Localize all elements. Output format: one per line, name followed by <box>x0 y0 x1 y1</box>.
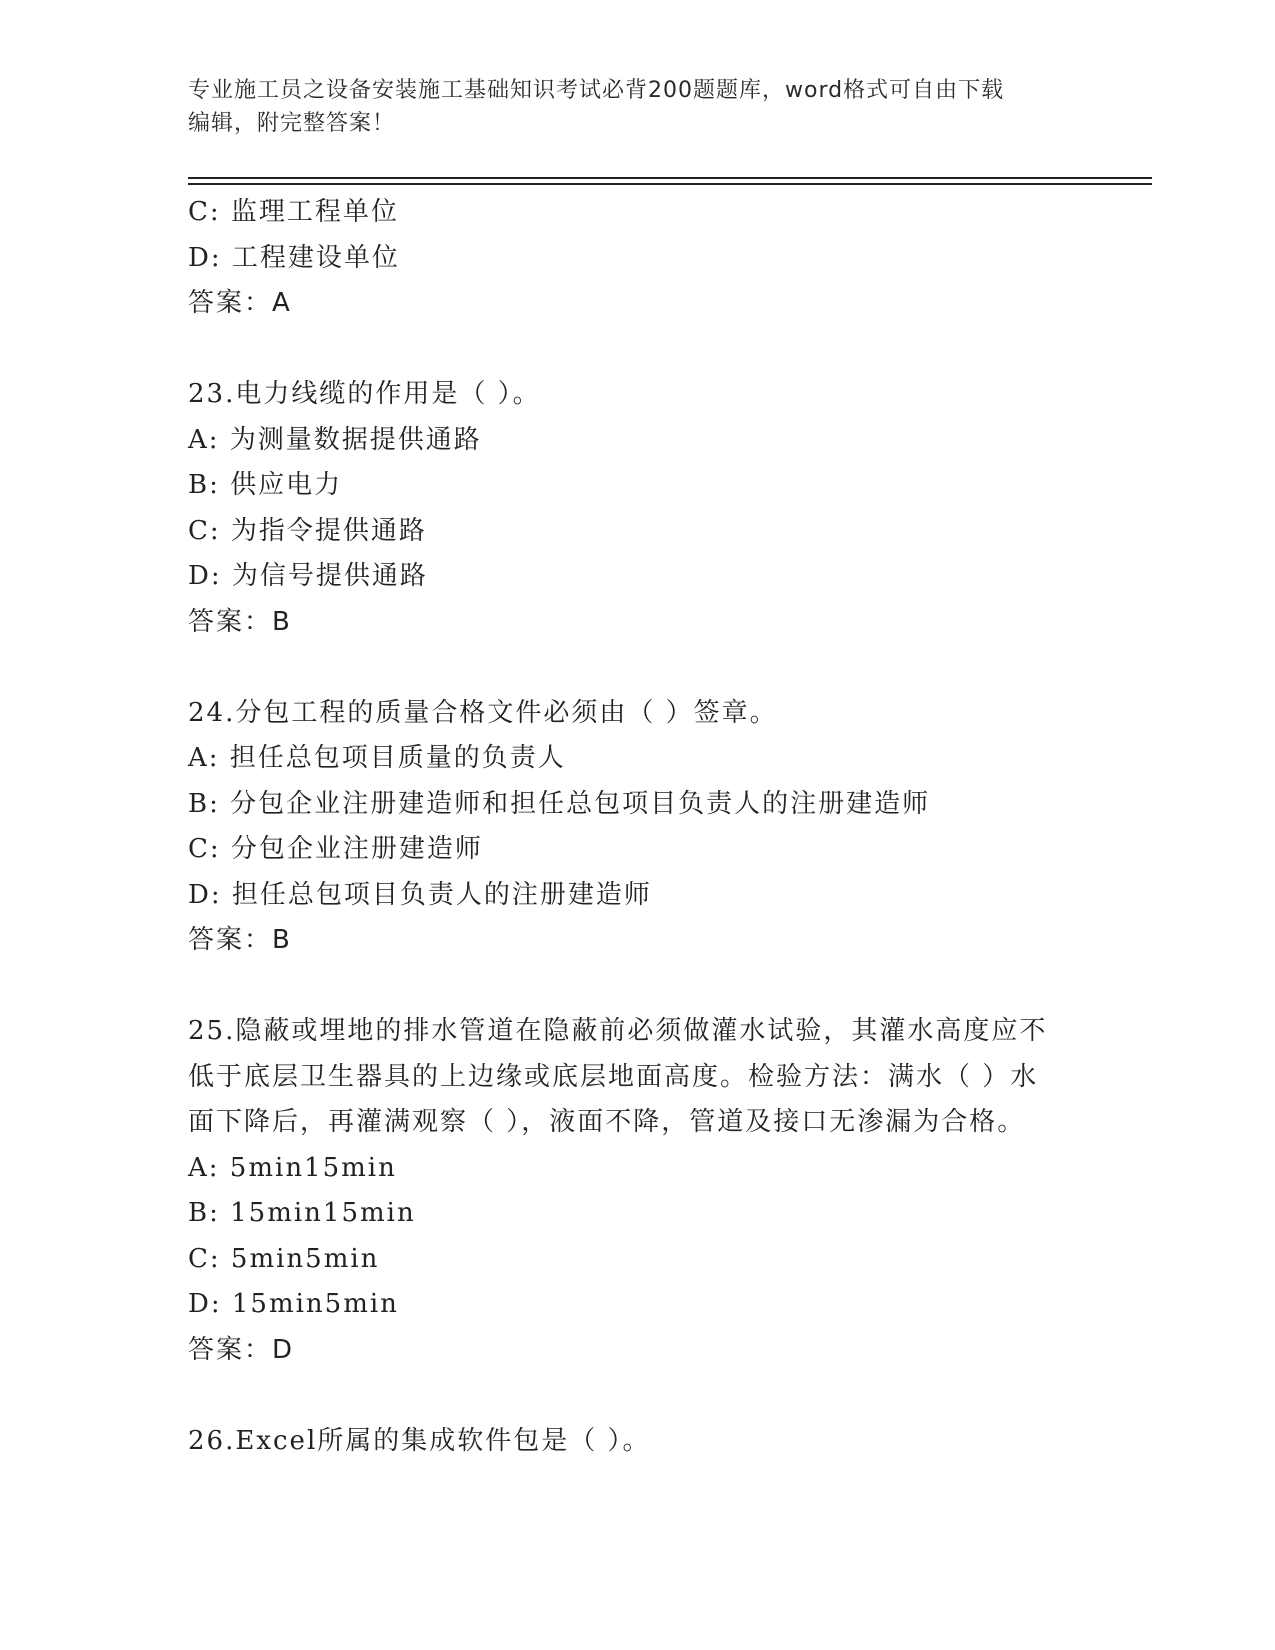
option-c: C: 5min5min <box>188 1243 380 1274</box>
header-divider-top <box>188 177 1152 179</box>
option-d: D: 为信号提供通路 <box>188 561 428 591</box>
option-d: D: 工程建设单位 <box>188 242 400 273</box>
header-title-line-1: 专业施工员之设备安装施工基础知识考试必背200题题库，word格式可自由下载 <box>188 78 1005 103</box>
document-header <box>188 74 1068 140</box>
option-c: C: 分包企业注册建造师 <box>188 834 483 864</box>
question-list <box>188 190 1088 1464</box>
answer-line: 答案：A <box>188 288 292 318</box>
question-26 <box>188 1419 1088 1465</box>
question-stem: 26.Excel所属的集成软件包是（ ）。 <box>188 1425 651 1456</box>
spacer <box>188 645 1088 691</box>
question-stem-line-2: 低于底层卫生器具的上边缘或底层地面高度。检验方法：满水（ ）水 <box>188 1061 1039 1092</box>
option-c: C: 监理工程单位 <box>188 197 399 227</box>
header-title-line-2: 编辑，附完整答案！ <box>188 111 396 136</box>
question-stem-line-3: 面下降后，再灌满观察（ ），液面不降，管道及接口无渗漏为合格。 <box>188 1107 1026 1137</box>
option-b: B: 供应电力 <box>188 470 343 500</box>
option-a: A: 为测量数据提供通路 <box>188 424 482 455</box>
header-divider-bottom <box>188 183 1152 185</box>
question-stem: 24.分包工程的质量合格文件必须由（ ）签章。 <box>188 697 778 728</box>
spacer <box>188 1373 1088 1419</box>
option-a: A: 5min15min <box>188 1152 397 1183</box>
option-d: D: 15min5min <box>188 1289 399 1319</box>
answer-line: 答案：B <box>188 606 292 637</box>
spacer <box>188 327 1088 373</box>
answer-line: 答案：D <box>188 1334 295 1365</box>
answer-line: 答案：B <box>188 925 292 955</box>
question-25 <box>188 1009 1088 1373</box>
question-stem-line-1: 25.隐蔽或埋地的排水管道在隐蔽前必须做灌水试验，其灌水高度应不 <box>188 1016 1048 1046</box>
option-d: D: 担任总包项目负责人的注册建造师 <box>188 879 652 910</box>
option-b: B: 分包企业注册建造师和担任总包项目负责人的注册建造师 <box>188 788 931 819</box>
option-c: C: 为指令提供通路 <box>188 515 427 546</box>
previous-question <box>188 190 1088 327</box>
question-24 <box>188 691 1088 964</box>
spacer <box>188 964 1088 1010</box>
question-stem: 23.电力线缆的作用是（ ）。 <box>188 379 541 409</box>
option-b: B: 15min15min <box>188 1198 416 1228</box>
option-a: A: 担任总包项目质量的负责人 <box>188 743 566 773</box>
question-23 <box>188 372 1088 645</box>
